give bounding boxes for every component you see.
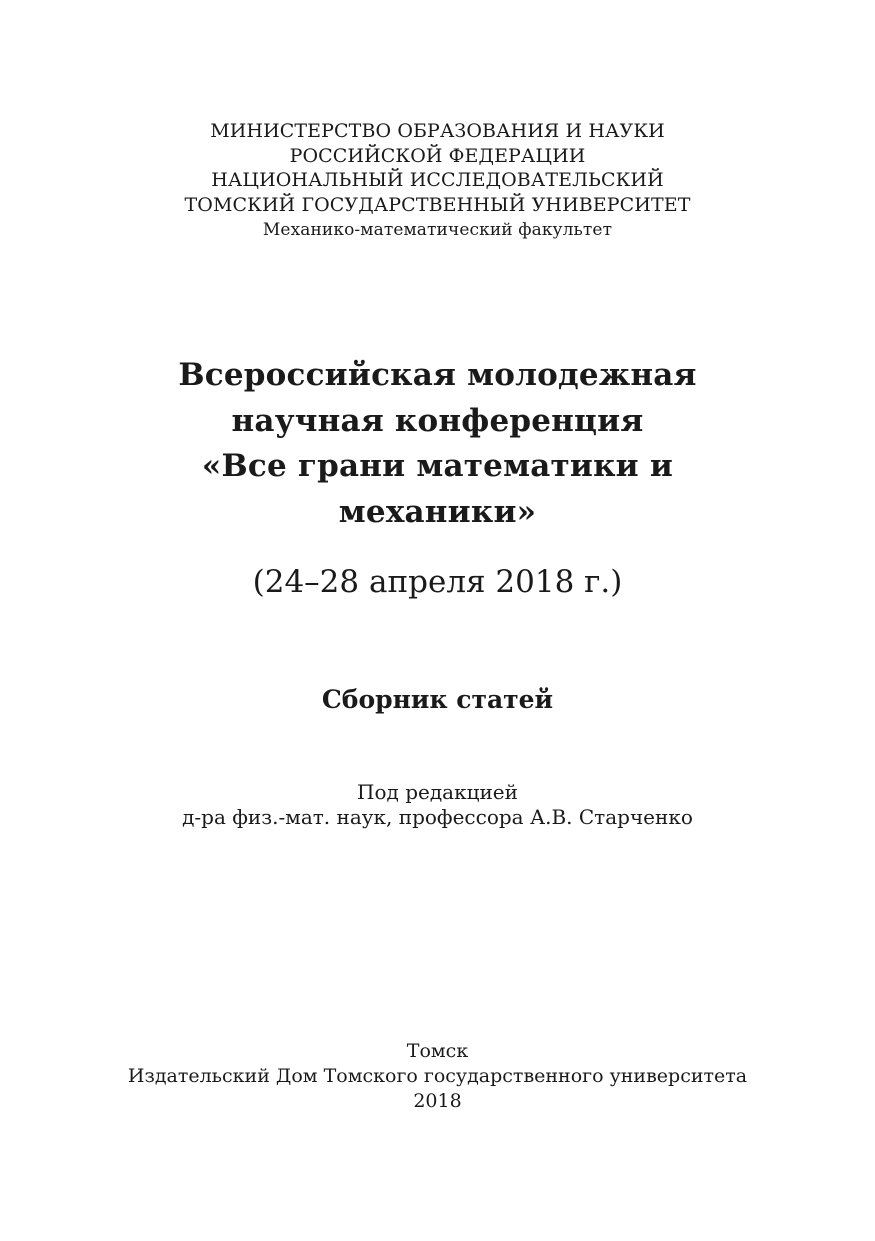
editor-line-2: д-ра физ.-мат. наук, профессора А.В. Старченко [182, 805, 693, 829]
conference-title-line-1: Всероссийская молодежная [178, 357, 697, 393]
footer-publisher: Издательский Дом Томского государственного университета [127, 1065, 748, 1087]
publication-footer [0, 1039, 875, 1114]
collection-title [0, 682, 875, 718]
conference-dates [0, 562, 875, 602]
editor-line-1: Под редакцией [357, 780, 518, 804]
conference-title [0, 353, 875, 535]
ministry-line: МИНИСТЕРСТВО ОБРАЗОВАНИЯ И НАУКИ [210, 120, 665, 142]
research-line: НАЦИОНАЛЬНЫЙ ИССЛЕДОВАТЕЛЬСКИЙ [211, 169, 664, 191]
conference-title-line-4: механики» [338, 493, 537, 530]
editor-info [0, 780, 875, 830]
footer-year: 2018 [413, 1090, 462, 1112]
university-line: ТОМСКИЙ ГОСУДАРСТВЕННЫЙ УНИВЕРСИТЕТ [184, 193, 691, 216]
conference-title-line-2: научная конференция [231, 402, 644, 439]
footer-city: Томск [406, 1040, 469, 1062]
collection-title-text: Сборник статей [321, 685, 554, 714]
faculty-line: Механико-математический факультет [262, 220, 613, 240]
conference-title-line-3: «Все грани математики и [201, 448, 674, 484]
conference-dates-text: (24–28 апреля 2018 г.) [252, 564, 623, 600]
federation-line: РОССИЙСКОЙ ФЕДЕРАЦИИ [289, 144, 586, 167]
institution-header [0, 119, 875, 243]
